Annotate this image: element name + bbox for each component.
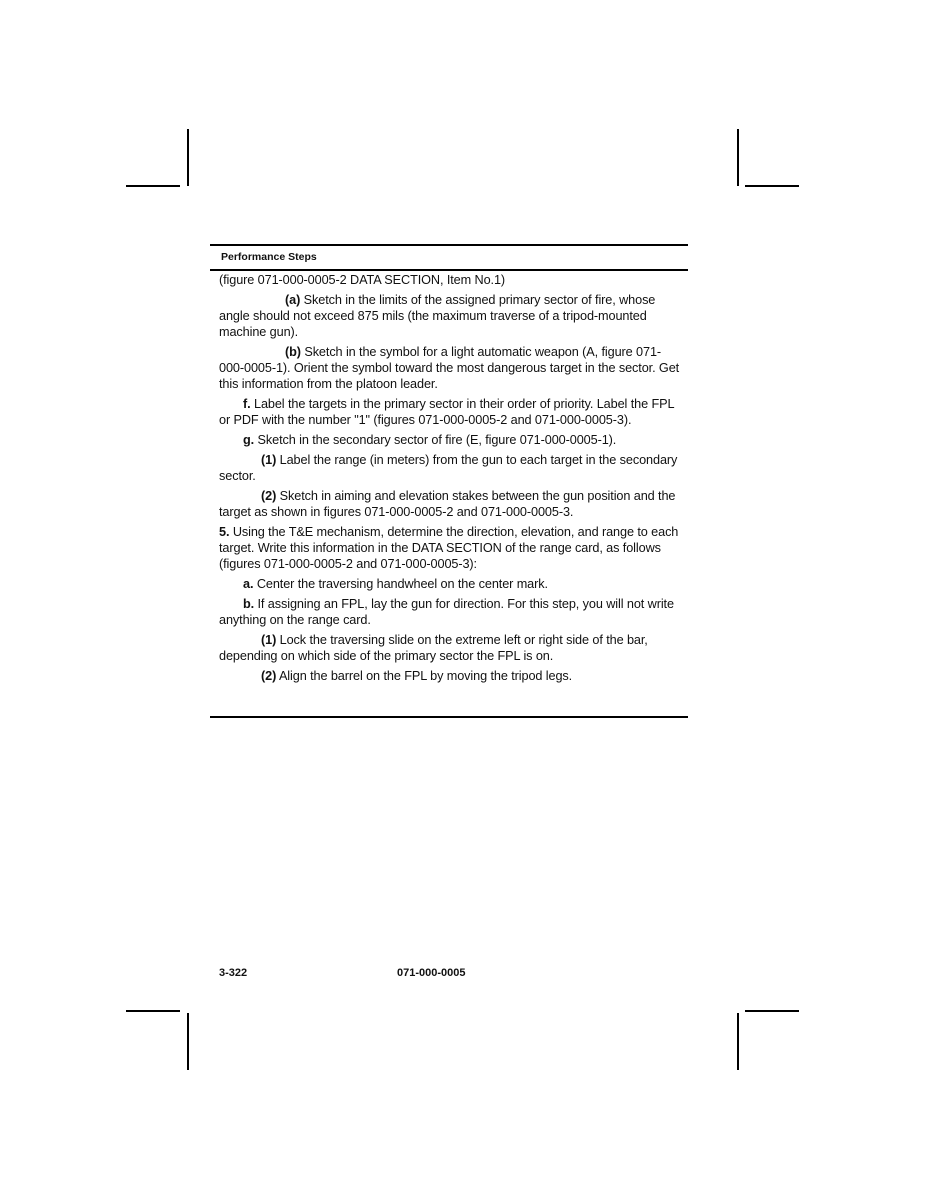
paragraph-marker: g. — [243, 433, 255, 447]
paragraph-text: Lock the traversing slide on the extreme left or right side of the bar, depending on which side of the primary sector the FPL is on. — [219, 633, 648, 663]
paragraph-text: Label the range (in meters) from the gun to each target in the secondary sector. — [219, 453, 678, 483]
paragraph-marker: (a) — [285, 293, 301, 307]
paragraph-marker: a. — [243, 577, 254, 591]
paragraph-step-g-2 — [219, 488, 681, 520]
header-bottom-rule — [210, 269, 688, 271]
paragraph-step-g — [219, 432, 681, 448]
paragraph-marker: (2) — [261, 669, 277, 683]
crop-mark-bottom-right-horizontal — [745, 1010, 799, 1012]
paragraph-marker: (2) — [261, 489, 277, 503]
paragraph-text: (figure 071-000-0005-2 DATA SECTION, Item No.1) — [219, 273, 506, 287]
paragraph-text: If assigning an FPL, lay the gun for direction. For this step, you will not write anything on the range card. — [219, 597, 674, 627]
performance-steps-body — [219, 272, 681, 688]
body-bottom-rule — [210, 716, 688, 718]
paragraph-text: Align the barrel on the FPL by moving the tripod legs. — [276, 669, 573, 683]
paragraph-text: Center the traversing handwheel on the center mark. — [253, 577, 548, 591]
paragraph-step-a — [219, 292, 681, 340]
paragraph-marker: (1) — [261, 633, 277, 647]
paragraph-marker: f. — [243, 397, 251, 411]
section-header: Performance Steps — [221, 251, 317, 263]
header-top-rule — [210, 244, 688, 246]
page-number: 3-322 — [219, 967, 248, 979]
paragraph-step-5b-1 — [219, 632, 681, 664]
paragraph-text: Sketch in the symbol for a light automatic weapon (A, figure 071-000-0005-1). Orient the symbol toward the most dangerous target in the sector. Get this information from the platoon leader. — [219, 345, 680, 391]
crop-mark-bottom-left-horizontal — [126, 1010, 180, 1012]
paragraph-text: Using the T&E mechanism, determine the direction, elevation, and range to each target. Write this information in the DATA SECTION of the range card, as follows (figures 071-000-0005-2 and 071-000-0005-3): — [219, 525, 679, 571]
paragraph-step-f — [219, 396, 681, 428]
paragraph-step-b — [219, 344, 681, 392]
paragraph-step-5b-2 — [219, 668, 681, 684]
crop-mark-bottom-left-vertical — [187, 1013, 189, 1070]
paragraph-text: Sketch in the secondary sector of fire (E, figure 071-000-0005-1). — [254, 433, 617, 447]
paragraph-text: Sketch in aiming and elevation stakes between the gun position and the target as shown in figures 071-000-0005-2 and 071-000-0005-3. — [219, 489, 676, 519]
paragraph-step-5a — [219, 576, 681, 592]
paragraph-marker: 5. — [219, 525, 230, 539]
paragraph-step-5 — [219, 524, 681, 572]
paragraph-marker: (1) — [261, 453, 277, 467]
paragraph-figure-reference — [219, 272, 681, 288]
paragraph-step-g-1 — [219, 452, 681, 484]
crop-mark-top-right-horizontal — [745, 185, 799, 187]
crop-mark-top-left-vertical — [187, 129, 189, 186]
crop-mark-top-right-vertical — [737, 129, 739, 186]
paragraph-step-5b — [219, 596, 681, 628]
crop-mark-top-left-horizontal — [126, 185, 180, 187]
crop-mark-bottom-right-vertical — [737, 1013, 739, 1070]
task-number: 071-000-0005 — [397, 967, 466, 979]
paragraph-text: Label the targets in the primary sector in their order of priority. Label the FPL or PDF with the number "1" (figures 071-000-0005-2 and 071-000-0005-3). — [219, 397, 674, 427]
paragraph-text: Sketch in the limits of the assigned primary sector of fire, whose angle should not exceed 875 mils (the maximum traverse of a tripod-mounted machine gun). — [219, 293, 656, 339]
paragraph-marker: (b) — [285, 345, 301, 359]
paragraph-marker: b. — [243, 597, 255, 611]
